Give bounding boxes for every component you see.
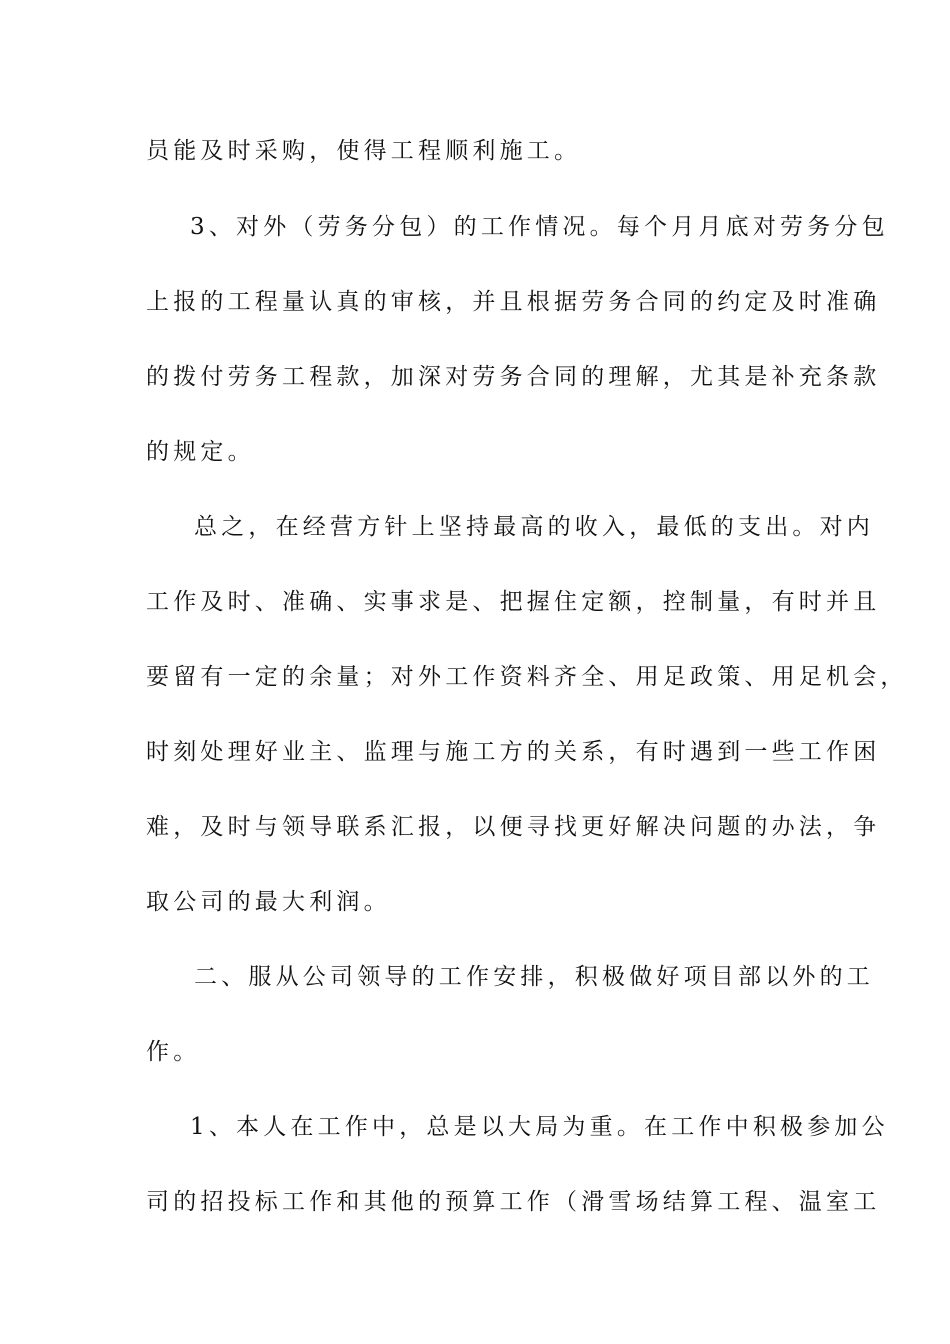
text-line: 1、本人在工作中，总是以大局为重。在工作中积极参加公 (190, 1114, 889, 1140)
text-line: 难，及时与领导联系汇报，以便寻找更好解决问题的办法，争 (146, 814, 881, 840)
text-line: 的拨付劳务工程款，加深对劳务合同的理解，尤其是补充条款 (146, 364, 881, 390)
text-line: 司的招投标工作和其他的预算工作（滑雪场结算工程、温室工 (146, 1189, 881, 1215)
text-line: 时刻处理好业主、监理与施工方的关系，有时遇到一些工作困 (146, 739, 881, 765)
text-line: 二、服从公司领导的工作安排，积极做好项目部以外的工 (194, 964, 874, 990)
text-line: 工作及时、准确、实事求是、把握住定额，控制量，有时并且 (146, 589, 881, 615)
text-line: 的规定。 (146, 439, 255, 465)
text-line: 上报的工程量认真的审核，并且根据劳务合同的约定及时准确 (146, 289, 881, 315)
text-line: 要留有一定的余量；对外工作资料齐全、用足政策、用足机会， (146, 664, 908, 690)
text-line: 3、对外（劳务分包）的工作情况。每个月月底对劳务分包 (190, 214, 889, 240)
text-line: 总之，在经营方针上坚持最高的收入，最低的支出。对内 (194, 514, 874, 540)
text-line: 取公司的最大利润。 (146, 889, 391, 915)
text-line: 员能及时采购，使得工程顺利施工。 (146, 138, 582, 164)
text-line: 作。 (146, 1039, 201, 1065)
